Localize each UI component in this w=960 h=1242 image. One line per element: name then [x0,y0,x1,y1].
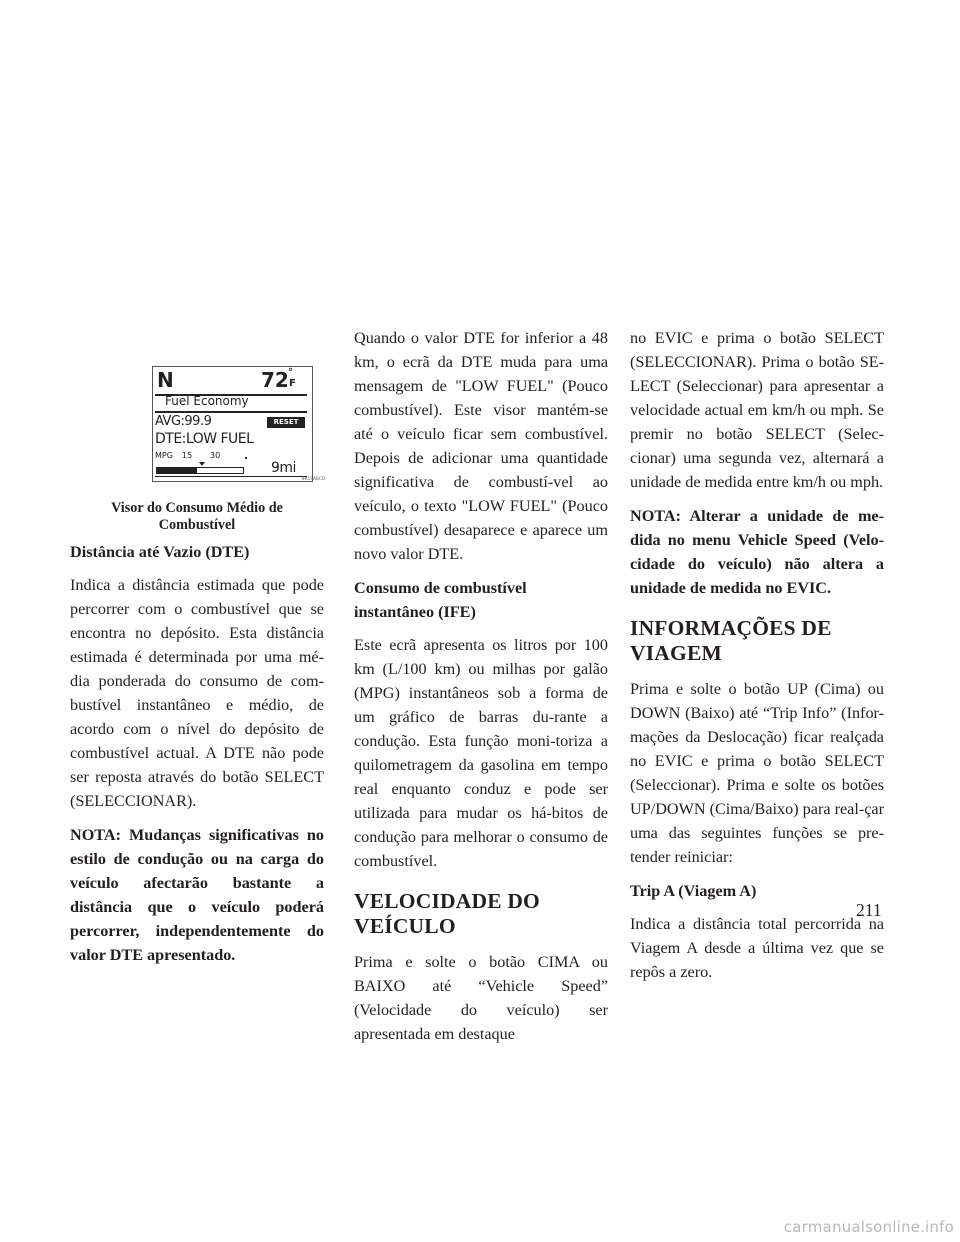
evic-display [152,366,313,482]
caption-line-2: Combustível [158,517,236,533]
bar-bottom-line [155,476,307,477]
fuel-economy-figure [70,340,324,500]
reset-badge: RESET [267,417,305,428]
scale-30-label: 30 [210,451,221,460]
trip-a-heading: Trip A (Viagem A) [630,882,757,900]
gear-indicator: N [157,368,174,392]
trip-info-heading [630,616,884,666]
ife-heading-line-2: instantâneo (IFE) [354,603,476,621]
title-bottom-line [155,411,307,413]
column-3 [630,326,884,994]
column-2 [354,326,608,1056]
vehicle-speed-heading-line-1: VELOCIDADE DO [354,889,540,913]
scale-15-label: 15 [182,451,193,460]
ife-heading-line-1: Consumo de combustível [354,579,527,597]
average-value: AVG:99.9 [155,414,212,429]
figure-code: 8K19ABCD [302,476,326,481]
trip-info-paragraph: Prima e solte o botão UP (Cima) ou DOWN (Baixo) até “Trip Info” (Infor-mações da Deslocação) ficar realçada no EVIC e prima o botão SELECT (Seleccionar). Prima e solte os botões UP/DOWN (Cima/Baixo) para real-çar uma das seguintes funções se pre-tender reiniciar: [630,680,884,866]
dte-value: DTE:LOW FUEL [155,431,254,447]
temperature-degree: ° [288,367,293,378]
column-1 [70,340,324,977]
page-number: 211 [856,900,882,920]
bar-gauge [156,467,244,474]
trip-info-heading-line-1: INFORMAÇÕES DE [630,616,832,640]
temperature-value: 72 [261,368,289,392]
vehicle-speed-paragraph: Prima e solte o botão CIMA ou BAIXO até “Vehicle Speed” (Velocidade do veículo) ser apresentada em destaque [354,953,608,1043]
bar-gauge-fill [157,468,197,473]
dte-note: NOTA: Mudanças significativas no estilo de condução ou na carga do veículo afectarão bastante a distância que o veículo poderá percorrer, independentemente do valor DTE apresentado. [70,826,324,964]
low-fuel-paragraph: Quando o valor DTE for inferior a 48 km, o ecrã da DTE muda para uma mensagem de "LOW FUEL" (Pouco combustível). Este visor mantém-se até o veículo ficar sem combustível. Depois de adicionar uma quantidade significativa de combustí-vel ao veículo, o texto "LOW FUEL" (Pouco combustível) desaparece e aparece um novo valor DTE. [354,329,608,563]
ife-heading [354,576,608,624]
pointer-icon [199,462,205,466]
mpg-label: MPG [155,451,173,460]
menu-title: Fuel Economy [165,394,249,408]
vehicle-speed-heading-line-2: VEÍCULO [354,914,456,938]
evic-select-paragraph: no EVIC e prima o botão SELECT (SELECCIONAR). Prima o botão SE-LECT (Seleccionar) para apresentar a velocidade actual em km/h ou mph. Se premir no botão SELECT (Selec-cionar) uma segunda vez, alternará a unidade de medida entre km/h ou mph. [630,329,884,491]
scale-dot [245,457,247,459]
dte-heading: Distância até Vazio (DTE) [70,543,250,561]
caption-line-1: Visor do Consumo Médio de [111,500,283,516]
trip-a-paragraph: Indica a distância total percorrida na Viagem A desde a última vez que se repôs a zero. [630,915,884,981]
range-value: 9mi [271,460,296,476]
trip-info-heading-line-2: VIAGEM [630,641,722,665]
watermark: carmanualsonline.info [783,1218,954,1236]
ife-paragraph: Este ecrã apresenta os litros por 100 km (L/100 km) ou milhas por galão (MPG) instantâneos sob a forma de um gráfico de barras du-rante a condução. Esta função moni-toriza a quilometragem da gasolina em tempo real enquanto conduz e pode ser utilizada para mudar os há-bitos de condução para melhorar o consumo de combustível. [354,636,608,870]
unit-note: NOTA: Alterar a unidade de me-dida no menu Vehicle Speed (Velo-cidade do veículo) não altera a unidade de medida no EVIC. [630,507,884,597]
dte-paragraph: Indica a distância estimada que pode percorrer com o combustível que se encontra no depósito. Esta distância estimada é determinada por uma mé-dia ponderada do consumo de com-bustível instantâneo e médio, de acordo com o nível do depósito de combustível actual. A DTE não pode ser reposta através do botão SELECT (SELECCIONAR). [70,576,324,810]
vehicle-speed-heading [354,889,608,939]
temperature-unit: F [289,378,296,389]
figure-caption [70,500,324,534]
